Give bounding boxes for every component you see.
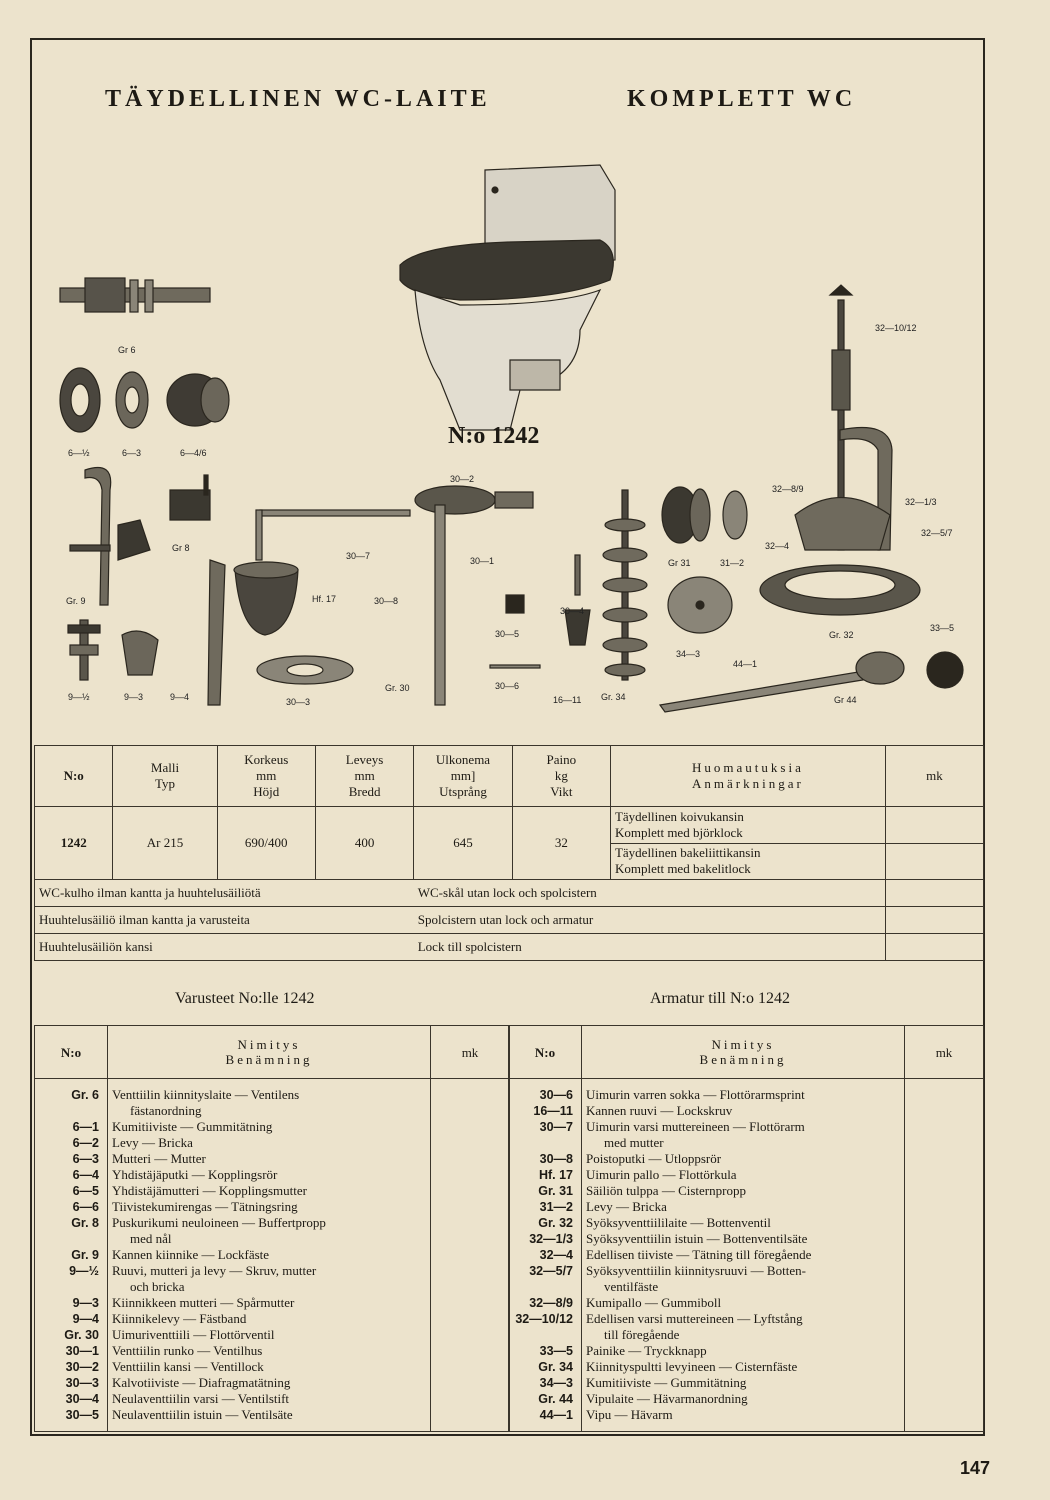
- extra-row-fi: Huuhtelusäiliön kansi: [35, 934, 414, 961]
- part-code: Gr. 31: [509, 1183, 582, 1199]
- part-code: 30—4: [35, 1391, 108, 1407]
- part-name: Poistoputki — Utloppsrör: [582, 1151, 905, 1167]
- parts-row: [509, 1151, 984, 1167]
- extra-row-sv: WC-skål utan lock och spolcistern: [414, 880, 886, 907]
- part-price: [905, 1103, 984, 1119]
- part-price: [431, 1359, 510, 1375]
- parts-row: [509, 1119, 984, 1151]
- parts-row: [509, 1183, 984, 1199]
- part-label: 30—7: [346, 551, 371, 561]
- part-code: 30—8: [509, 1151, 582, 1167]
- part-code: 44—1: [509, 1407, 582, 1423]
- parts-row: [509, 1087, 984, 1103]
- part-name: Venttiilin kansi — Ventillock: [108, 1359, 431, 1375]
- part-label: Gr. 9: [66, 596, 86, 606]
- parts-row: [35, 1391, 510, 1407]
- part-code: 6—2: [35, 1135, 108, 1151]
- header-height: Korkeus mm Höjd: [217, 746, 315, 807]
- parts-row: [509, 1375, 984, 1391]
- part-name: Levy — Bricka: [582, 1199, 905, 1215]
- extra-row-fi: Huuhtelusäiliö ilman kantta ja varusteita: [35, 907, 414, 934]
- cell-depth: 645: [414, 807, 513, 880]
- part-code: 32—10/12: [509, 1311, 582, 1343]
- part-name: Neulaventtiilin varsi — Ventilstift: [108, 1391, 431, 1407]
- parts-header-name: Nimitys Benämning: [582, 1026, 905, 1079]
- part-name: Syöksyventtiilin kiinnitysruuvi — Botten- ventilfäste: [582, 1263, 905, 1295]
- part-label: 32—4: [765, 541, 790, 551]
- part-price: [431, 1247, 510, 1263]
- parts-row: [509, 1391, 984, 1407]
- part-code: Gr. 30: [35, 1327, 108, 1343]
- title-swedish: KOMPLETT WC: [627, 86, 857, 112]
- parts-header-no: N:o: [509, 1026, 582, 1079]
- cell-no: 1242: [35, 807, 113, 880]
- valve-pipe-drawing: [60, 278, 210, 312]
- part-label: 32—1/3: [905, 497, 937, 507]
- accessories-title-fi: Varusteet No:lle 1242: [175, 990, 315, 1007]
- part-code: Gr. 9: [35, 1247, 108, 1263]
- part-name: Puskurikumi neuloineen — Buffertpropp med nål: [108, 1215, 431, 1247]
- part-name: Yhdistäjäputki — Kopplingsrör: [108, 1167, 431, 1183]
- parts-row: [35, 1247, 510, 1263]
- part-code: 30—5: [35, 1407, 108, 1423]
- parts-row: [35, 1167, 510, 1183]
- part-code: 9—3: [35, 1295, 108, 1311]
- part-name: Kumitiiviste — Gummitätning: [582, 1375, 905, 1391]
- parts-row: [35, 1215, 510, 1247]
- extra-row-price: [885, 934, 983, 961]
- cell-width: 400: [315, 807, 413, 880]
- part-label: Gr. 30: [385, 683, 410, 693]
- part-price: [431, 1407, 510, 1423]
- part-name: Tiivistekumirengas — Tätningsring: [108, 1199, 431, 1215]
- cell-price-2: [885, 843, 983, 880]
- header-model: Malli Typ: [113, 746, 217, 807]
- model-number: N:o 1242: [448, 423, 540, 449]
- part-label: 32—5/7: [921, 528, 953, 538]
- title-finnish: TÄYDELLINEN WC-LAITE: [105, 86, 491, 112]
- part-price: [905, 1183, 984, 1199]
- part-price: [905, 1151, 984, 1167]
- parts-table-left: [34, 1025, 510, 1432]
- part-price: [905, 1375, 984, 1391]
- parts-row: [35, 1327, 510, 1343]
- part-code: 32—4: [509, 1247, 582, 1263]
- parts-row: [35, 1407, 510, 1423]
- parts-row: [35, 1199, 510, 1215]
- parts-table-right: [508, 1025, 984, 1432]
- part-name: Syöksyventtiilin istuin — Bottenventilsäte: [582, 1231, 905, 1247]
- part-code: Gr. 34: [509, 1359, 582, 1375]
- mounting-bolt-drawing: [565, 490, 647, 680]
- part-name: Uimurin varsi muttereineen — Flottörarm med mutter: [582, 1119, 905, 1151]
- part-name: Painike — Tryckknapp: [582, 1343, 905, 1359]
- part-code: 30—2: [35, 1359, 108, 1375]
- part-label: 31—2: [720, 558, 745, 568]
- part-price: [431, 1151, 510, 1167]
- part-label: 6—3: [122, 448, 142, 458]
- part-name: Kiinnikkeen mutteri — Spårmutter: [108, 1295, 431, 1311]
- part-price: [905, 1167, 984, 1183]
- part-name: Vipu — Hävarm: [582, 1407, 905, 1423]
- page-number: 147: [959, 1458, 990, 1478]
- part-code: Hf. 17: [509, 1167, 582, 1183]
- part-label: 30—5: [495, 629, 520, 639]
- parts-row: [35, 1311, 510, 1327]
- part-label: Gr 6: [118, 345, 136, 355]
- part-code: 9—4: [35, 1311, 108, 1327]
- part-price: [431, 1199, 510, 1215]
- part-label: 33—5: [930, 623, 955, 633]
- parts-row: [35, 1295, 510, 1311]
- part-name: Kiinnikelevy — Fästband: [108, 1311, 431, 1327]
- part-label: Gr 31: [668, 558, 691, 568]
- parts-row: [35, 1359, 510, 1375]
- part-price: [905, 1359, 984, 1375]
- toilet-drawing: [400, 165, 615, 430]
- parts-row: [35, 1263, 510, 1295]
- part-name: Levy — Bricka: [108, 1135, 431, 1151]
- part-label: 44—1: [733, 659, 758, 669]
- part-name: Kumitiiviste — Gummitätning: [108, 1119, 431, 1135]
- header-notes: Huomautuksia Anmärkningar: [610, 746, 885, 807]
- part-code: 30—1: [35, 1343, 108, 1359]
- part-price: [905, 1215, 984, 1231]
- part-price: [431, 1183, 510, 1199]
- part-price: [431, 1215, 510, 1247]
- part-label: Gr 44: [834, 695, 857, 705]
- lever-drawing: [660, 652, 963, 712]
- part-code: Gr. 8: [35, 1215, 108, 1247]
- part-name: Uimurin pallo — Flottörkula: [582, 1167, 905, 1183]
- extra-row-fi: WC-kulho ilman kantta ja huuhtelusäiliötä: [35, 880, 414, 907]
- part-code: 9—½: [35, 1263, 108, 1295]
- part-code: 32—5/7: [509, 1263, 582, 1295]
- part-name: Ruuvi, mutteri ja levy — Skruv, mutter och bricka: [108, 1263, 431, 1295]
- part-code: Gr. 6: [35, 1087, 108, 1119]
- extra-row-sv: Spolcistern utan lock och armatur: [414, 907, 886, 934]
- part-name: Kalvotiiviste — Diafragmatätning: [108, 1375, 431, 1391]
- part-label: 9—½: [68, 692, 90, 702]
- part-label: 30—3: [286, 697, 311, 707]
- part-name: Kumipallo — Gummiboll: [582, 1295, 905, 1311]
- part-label: Gr. 32: [829, 630, 854, 640]
- part-code: 30—7: [509, 1119, 582, 1151]
- part-label: 30—1: [470, 556, 495, 566]
- header-price: mk: [885, 746, 983, 807]
- parts-row: [509, 1407, 984, 1423]
- parts-row: [35, 1375, 510, 1391]
- part-price: [905, 1231, 984, 1247]
- part-name: Säiliön tulppa — Cisternpropp: [582, 1183, 905, 1199]
- part-price: [905, 1311, 984, 1343]
- part-price: [431, 1135, 510, 1151]
- part-price: [431, 1343, 510, 1359]
- part-price: [905, 1247, 984, 1263]
- header-width: Leveys mm Bredd: [315, 746, 413, 807]
- parts-header-name: Nimitys Benämning: [108, 1026, 431, 1079]
- part-code: 32—1/3: [509, 1231, 582, 1247]
- part-price: [431, 1119, 510, 1135]
- part-name: Syöksyventtiililaite — Bottenventil: [582, 1215, 905, 1231]
- parts-row: [509, 1199, 984, 1215]
- part-price: [431, 1295, 510, 1311]
- part-code: 6—1: [35, 1119, 108, 1135]
- part-label: 6—4/6: [180, 448, 207, 458]
- parts-row: [35, 1119, 510, 1135]
- parts-row: [35, 1135, 510, 1151]
- part-label: 32—10/12: [875, 323, 917, 333]
- parts-row: [509, 1247, 984, 1263]
- part-code: 30—3: [35, 1375, 108, 1391]
- parts-row: [509, 1215, 984, 1231]
- part-code: 31—2: [509, 1199, 582, 1215]
- part-price: [905, 1087, 984, 1103]
- cell-note-2: Täydellinen bakeliittikansin Komplett med bakelitlock: [610, 843, 885, 880]
- part-name: Venttiilin kiinnityslaite — Ventilens fästanordning: [108, 1087, 431, 1119]
- part-code: Gr. 32: [509, 1215, 582, 1231]
- spec-table: [34, 745, 984, 961]
- part-price: [431, 1327, 510, 1343]
- part-label: 30—6: [495, 681, 520, 691]
- parts-header-mk: mk: [905, 1026, 984, 1079]
- cell-price-1: [885, 807, 983, 844]
- part-price: [905, 1407, 984, 1423]
- part-price: [431, 1167, 510, 1183]
- part-code: 34—3: [509, 1375, 582, 1391]
- part-code: 6—5: [35, 1183, 108, 1199]
- part-price: [431, 1087, 510, 1119]
- part-name: Neulaventtiilin istuin — Ventilsäte: [108, 1407, 431, 1423]
- parts-row: [509, 1359, 984, 1375]
- part-name: Uimuriventtiili — Flottörventil: [108, 1327, 431, 1343]
- part-label: 30—8: [374, 596, 399, 606]
- part-code: 32—8/9: [509, 1295, 582, 1311]
- part-label: Gr 8: [172, 543, 190, 553]
- part-price: [431, 1391, 510, 1407]
- part-price: [905, 1391, 984, 1407]
- parts-row: [35, 1151, 510, 1167]
- parts-header-no: N:o: [35, 1026, 108, 1079]
- parts-row: [509, 1231, 984, 1247]
- part-name: Yhdistäjämutteri — Kopplingsmutter: [108, 1183, 431, 1199]
- parts-row: [509, 1311, 984, 1343]
- parts-row: [509, 1295, 984, 1311]
- cell-model: Ar 215: [113, 807, 217, 880]
- part-label: 6—½: [68, 448, 90, 458]
- parts-row: [35, 1087, 510, 1119]
- part-label: 34—3: [676, 649, 701, 659]
- part-label: Hf. 17: [312, 594, 337, 604]
- parts-row: [509, 1263, 984, 1295]
- header-no: N:o: [35, 746, 113, 807]
- accessories-title-sv: Armatur till N:o 1242: [650, 990, 790, 1007]
- part-price: [431, 1375, 510, 1391]
- cell-height: 690/400: [217, 807, 315, 880]
- extra-row-price: [885, 880, 983, 907]
- part-price: [905, 1199, 984, 1215]
- part-name: Vipulaite — Hävarmanordning: [582, 1391, 905, 1407]
- part-code: 6—6: [35, 1199, 108, 1215]
- part-code: 6—3: [35, 1151, 108, 1167]
- part-code: 6—4: [35, 1167, 108, 1183]
- extra-row-price: [885, 907, 983, 934]
- parts-row: [509, 1167, 984, 1183]
- parts-row: [35, 1183, 510, 1199]
- bottom-valve-drawing: [760, 285, 920, 615]
- part-price: [905, 1343, 984, 1359]
- part-name: Kannen ruuvi — Lockskruv: [582, 1103, 905, 1119]
- parts-header-mk: mk: [431, 1026, 510, 1079]
- header-depth: Ulkonema mm] Utsprång: [414, 746, 513, 807]
- part-name: Venttiilin runko — Ventilhus: [108, 1343, 431, 1359]
- parts-row: [35, 1343, 510, 1359]
- part-name: Mutteri — Mutter: [108, 1151, 431, 1167]
- part-name: Kannen kiinnike — Lockfäste: [108, 1247, 431, 1263]
- extra-row-sv: Lock till spolcistern: [414, 934, 886, 961]
- part-code: Gr. 44: [509, 1391, 582, 1407]
- part-price: [905, 1263, 984, 1295]
- part-name: Edellisen varsi muttereineen — Lyftstång till föregående: [582, 1311, 905, 1343]
- part-label: 30—4: [560, 606, 585, 616]
- cell-weight: 32: [512, 807, 610, 880]
- parts-row: [509, 1103, 984, 1119]
- part-label: Gr. 34: [601, 692, 626, 702]
- part-label: 30—2: [450, 474, 475, 484]
- cell-note-1: Täydellinen koivukansin Komplett med björklock: [610, 807, 885, 844]
- part-price: [905, 1295, 984, 1311]
- part-name: Kiinnityspultti levyineen — Cisternfäste: [582, 1359, 905, 1375]
- part-label: 32—8/9: [772, 484, 804, 494]
- part-code: 30—6: [509, 1087, 582, 1103]
- part-price: [431, 1311, 510, 1327]
- parts-row: [509, 1343, 984, 1359]
- part-label: 9—4: [170, 692, 190, 702]
- header-weight: Paino kg Vikt: [512, 746, 610, 807]
- part-price: [905, 1119, 984, 1151]
- part-code: 33—5: [509, 1343, 582, 1359]
- part-price: [431, 1263, 510, 1295]
- part-name: Edellisen tiiviste — Tätning till föregående: [582, 1247, 905, 1263]
- part-label: 9—3: [124, 692, 144, 702]
- part-name: Uimurin varren sokka — Flottörarmsprint: [582, 1087, 905, 1103]
- part-label: 16—11: [553, 695, 582, 705]
- part-code: 16—11: [509, 1103, 582, 1119]
